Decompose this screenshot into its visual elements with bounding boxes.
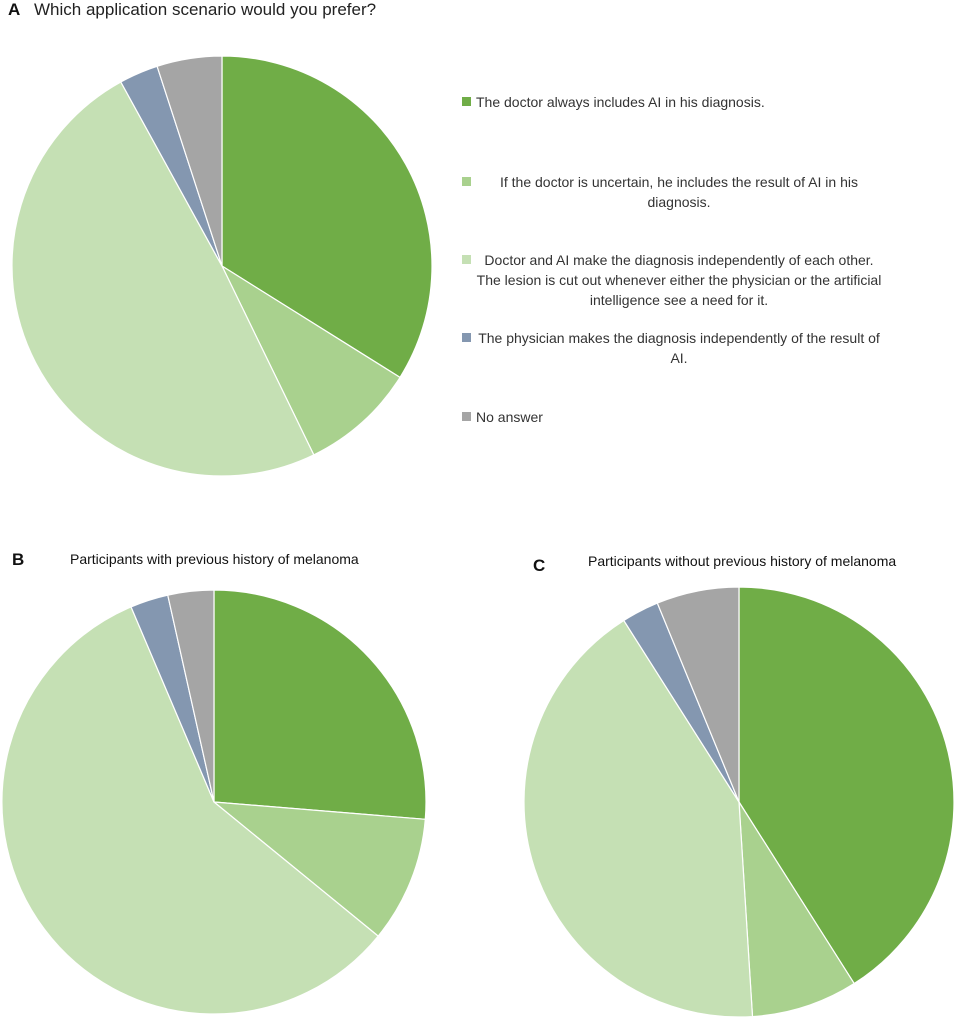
legend-label-physician: The physician makes the diagnosis independently of the result of AI. xyxy=(478,330,880,366)
legend-swatch-always xyxy=(462,97,471,106)
legend-label-independent: Doctor and AI make the diagnosis independently of each other. The lesion is cut out whenever either the physician or the artificial intelligence see a need for it. xyxy=(476,252,882,308)
legend-item-independent xyxy=(462,250,882,310)
panel-b-letter: B xyxy=(12,550,25,569)
legend xyxy=(462,0,882,440)
legend-swatch-no-answer xyxy=(462,412,471,421)
legend-label-always: The doctor always includes AI in his diagnosis. xyxy=(476,94,765,110)
legend-label-no-answer: No answer xyxy=(476,409,543,425)
legend-item-uncertain xyxy=(462,172,882,212)
pie-b-slice-always xyxy=(214,590,426,819)
panel-a-question: Which application scenario would you prefer? xyxy=(34,0,377,19)
panel-a-letter: A xyxy=(8,0,21,19)
legend-item-always xyxy=(462,92,882,112)
legend-swatch-uncertain xyxy=(462,177,471,186)
pie-c xyxy=(524,587,954,1017)
legend-item-no-answer xyxy=(462,407,882,427)
legend-swatch-independent xyxy=(462,255,471,264)
legend-item-physician xyxy=(462,328,882,368)
pie-a xyxy=(12,56,432,476)
panel-c-letter: C xyxy=(533,556,546,575)
panel-b-title: Participants with previous history of melanoma xyxy=(70,551,359,567)
legend-label-uncertain: If the doctor is uncertain, he includes the result of AI in his diagnosis. xyxy=(500,174,858,210)
panel-c-title: Participants without previous history of melanoma xyxy=(588,553,897,569)
pie-b xyxy=(2,590,426,1014)
legend-swatch-physician xyxy=(462,333,471,342)
